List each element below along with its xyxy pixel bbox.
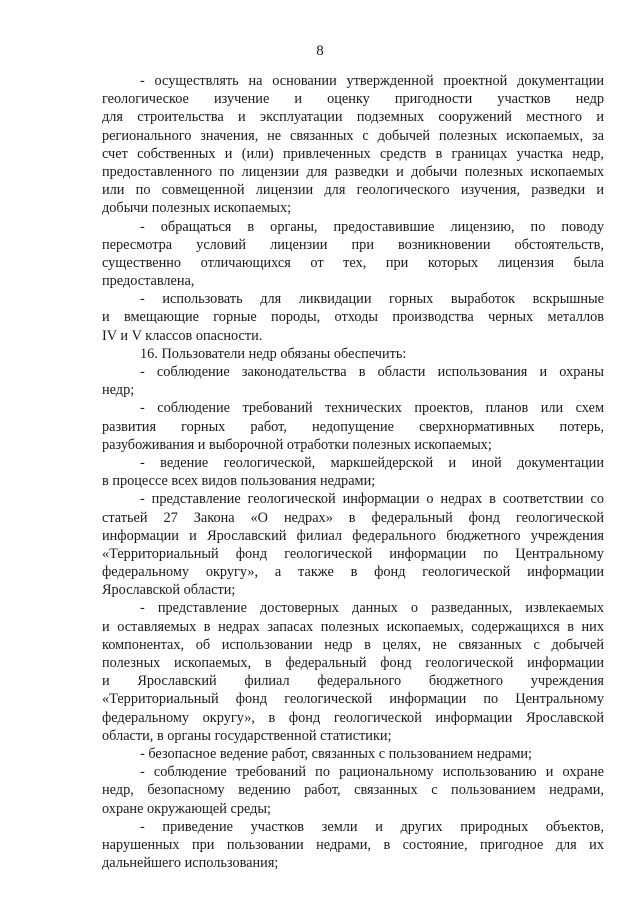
text-line: - обращаться в органы, предоставившие лицензию, по поводу bbox=[140, 218, 604, 235]
text-line: - представление геологической информации о недрах в соответствии со bbox=[140, 491, 604, 508]
text-line: федеральному округу», а также в фонд геологической информации bbox=[102, 564, 604, 581]
text-line: геологическое изучение и оценку пригодности участков недр bbox=[102, 91, 604, 108]
text-line: недр; bbox=[102, 382, 135, 399]
text-line: предоставлена, bbox=[102, 273, 195, 290]
text-line: - безопасное ведение работ, связанных с пользованием недрами; bbox=[140, 745, 533, 762]
text-line: Ярославской области; bbox=[102, 582, 236, 599]
text-line: «Территориальный фонд геологической информации по Центральному bbox=[102, 691, 604, 708]
text-line: и оставляемых в недрах запасах полезных ископаемых, содержащихся в них bbox=[102, 618, 604, 635]
text-line: нарушенных при пользовании недрами, в состояние, пригодное для их bbox=[102, 836, 604, 853]
text-line: предоставленного по лицензии для разведки и добычи полезных ископаемых bbox=[102, 163, 604, 180]
text-line: области, в органы государственной статистики; bbox=[102, 727, 392, 744]
text-line: разубоживания и выборочной отработки полезных ископаемых; bbox=[102, 436, 492, 453]
text-line: регионального значения, не связанных с добычей полезных ископаемых, за bbox=[102, 127, 604, 144]
document-body bbox=[102, 72, 604, 872]
text-line: статьей 27 Закона «О недрах» в федеральный фонд геологической bbox=[102, 509, 604, 526]
text-line: добычи полезных ископаемых; bbox=[102, 200, 292, 217]
text-line: существенно отличающихся от тех, при которых лицензия была bbox=[102, 254, 604, 271]
text-line: - осуществлять на основании утвержденной проектной документации bbox=[140, 73, 604, 89]
text-line: в процессе всех видов пользования недрами; bbox=[102, 473, 376, 490]
text-line: компонентах, об использовании недр в целях, не связанных с добычей bbox=[102, 636, 604, 653]
text-line: недр, безопасному ведению работ, связанных с пользованием недрами, bbox=[102, 782, 604, 799]
text-line: «Территориальный фонд геологической информации по Центральному bbox=[102, 545, 604, 562]
text-line: и вмещающие горные породы, отходы производства черных металлов bbox=[102, 309, 604, 326]
text-line: и Ярославский филиал федерального бюджетного учреждения bbox=[102, 673, 604, 690]
text-line: - использовать для ликвидации горных выработок вскрышные bbox=[140, 291, 604, 308]
text-line: информации и Ярославский филиал федерального бюджетного учреждения bbox=[102, 527, 604, 544]
text-line: пересмотра условий лицензии при возникновении обстоятельств, bbox=[102, 236, 604, 253]
text-line: 16. Пользователи недр обязаны обеспечить: bbox=[140, 345, 407, 362]
page-number: 8 bbox=[316, 43, 324, 59]
text-line: - соблюдение требований технических проектов, планов или схем bbox=[140, 400, 604, 417]
text-line: - приведение участков земли и других природных объектов, bbox=[140, 818, 604, 835]
text-line: счет собственных и (или) привлеченных средств в границах участка недр, bbox=[102, 145, 604, 162]
text-line: - соблюдение требований по рациональному использованию и охране bbox=[140, 764, 604, 781]
text-line: развития горных работ, недопущение сверхнормативных потерь, bbox=[102, 418, 604, 435]
text-line: федеральному округу», в фонд геологической информации Ярославской bbox=[102, 709, 604, 726]
text-line: для строительства и эксплуатации подземных сооружений местного и bbox=[102, 109, 604, 126]
text-line: - соблюдение законодательства в области использования и охраны bbox=[140, 364, 604, 380]
text-line: полезных ископаемых, в федеральный фонд геологической информации bbox=[102, 655, 604, 671]
text-line: - представление достоверных данных о разведанных, извлекаемых bbox=[140, 600, 604, 617]
text-line: охране окружающей среды; bbox=[102, 800, 272, 817]
text-line: IV и V классов опасности. bbox=[102, 327, 263, 344]
text-line: или по совмещенной лицензии для геологического изучения, разведки и bbox=[102, 182, 604, 199]
text-line: - ведение геологической, маркшейдерской и иной документации bbox=[140, 454, 604, 471]
text-line: дальнейшего использования; bbox=[102, 855, 279, 872]
